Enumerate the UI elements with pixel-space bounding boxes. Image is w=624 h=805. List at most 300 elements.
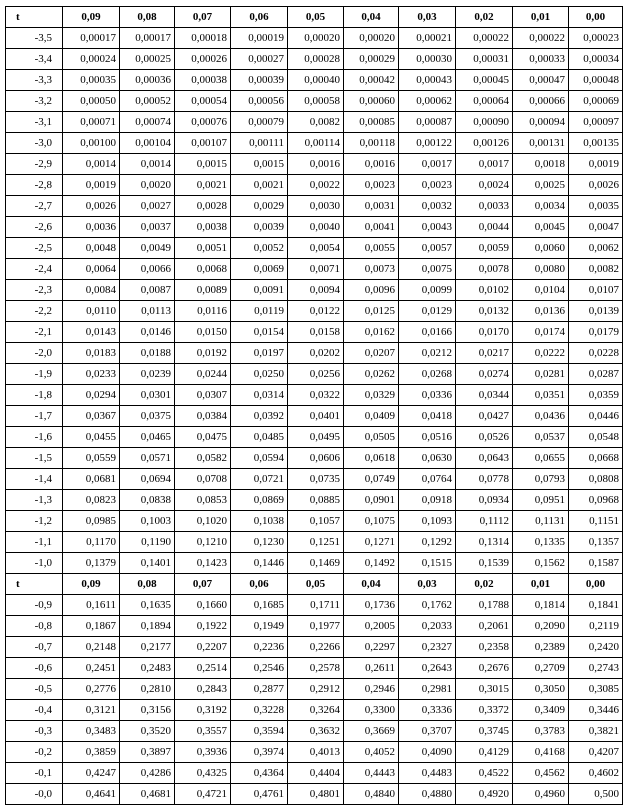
table-cell: 0,0014 <box>120 154 175 175</box>
row-label-t: -0,1 <box>6 763 63 784</box>
table-row <box>6 448 623 469</box>
table-cell: 0,0139 <box>569 301 623 322</box>
table-cell: 0,2033 <box>399 616 456 637</box>
table-cell: 0,4522 <box>456 763 513 784</box>
table-cell: 0,4920 <box>456 784 513 805</box>
table-cell: 0,3897 <box>120 742 175 763</box>
table-cell: 0,0113 <box>120 301 175 322</box>
table-cell: 0,0021 <box>231 175 288 196</box>
table-cell: 0,0028 <box>175 196 231 217</box>
table-row <box>6 217 623 238</box>
table-cell: 0,4207 <box>569 742 623 763</box>
column-header: 0,05 <box>288 574 344 595</box>
table-cell: 0,00094 <box>513 112 569 133</box>
table-cell: 0,0023 <box>344 175 399 196</box>
table-cell: 0,0150 <box>175 322 231 343</box>
table-cell: 0,0040 <box>288 217 344 238</box>
table-cell: 0,0329 <box>344 385 399 406</box>
table-cell: 0,0436 <box>513 406 569 427</box>
table-cell: 0,0643 <box>456 448 513 469</box>
table-row <box>6 679 623 700</box>
table-cell: 0,0099 <box>399 280 456 301</box>
table-cell: 0,1335 <box>513 532 569 553</box>
table-cell: 0,4013 <box>288 742 344 763</box>
table-cell: 0,0024 <box>456 175 513 196</box>
table-cell: 0,0217 <box>456 343 513 364</box>
table-cell: 0,0019 <box>569 154 623 175</box>
table-cell: 0,0427 <box>456 406 513 427</box>
table-row <box>6 532 623 553</box>
table-cell: 0,0838 <box>120 490 175 511</box>
table-cell: 0,00050 <box>63 91 120 112</box>
table-cell: 0,0262 <box>344 364 399 385</box>
table-cell: 0,0062 <box>569 238 623 259</box>
table-cell: 0,00085 <box>344 112 399 133</box>
table-cell: 0,00045 <box>456 70 513 91</box>
table-cell: 0,2514 <box>175 658 231 679</box>
table-cell: 0,0934 <box>456 490 513 511</box>
column-header: 0,01 <box>513 7 569 28</box>
table-cell: 0,0367 <box>63 406 120 427</box>
table-cell: 0,1210 <box>175 532 231 553</box>
table-cell: 0,00107 <box>175 133 231 154</box>
table-cell: 0,1611 <box>63 595 120 616</box>
table-row <box>6 28 623 49</box>
table-cell: 0,00122 <box>399 133 456 154</box>
table-cell: 0,2912 <box>288 679 344 700</box>
table-cell: 0,0505 <box>344 427 399 448</box>
row-label-t: -2,2 <box>6 301 63 322</box>
table-cell: 0,00069 <box>569 91 623 112</box>
table-cell: 0,0029 <box>231 196 288 217</box>
table-cell: 0,1251 <box>288 532 344 553</box>
table-cell: 0,4286 <box>120 763 175 784</box>
table-cell: 0,0038 <box>175 217 231 238</box>
table-cell: 0,2946 <box>344 679 399 700</box>
table-cell: 0,1003 <box>120 511 175 532</box>
table-cell: 0,0606 <box>288 448 344 469</box>
table-cell: 0,3821 <box>569 721 623 742</box>
table-cell: 0,4404 <box>288 763 344 784</box>
table-cell: 0,0793 <box>513 469 569 490</box>
table-cell: 0,1131 <box>513 511 569 532</box>
table-row <box>6 616 623 637</box>
table-cell: 0,1539 <box>456 553 513 574</box>
row-label-t: -0,6 <box>6 658 63 679</box>
table-cell: 0,2578 <box>288 658 344 679</box>
table-cell: 0,0314 <box>231 385 288 406</box>
table-cell: 0,0087 <box>120 280 175 301</box>
table-cell: 0,2483 <box>120 658 175 679</box>
table-cell: 0,3264 <box>288 700 344 721</box>
table-cell: 0,1762 <box>399 595 456 616</box>
table-cell: 0,1736 <box>344 595 399 616</box>
table-cell: 0,0119 <box>231 301 288 322</box>
table-cell: 0,2981 <box>399 679 456 700</box>
table-cell: 0,3520 <box>120 721 175 742</box>
table-cell: 0,00028 <box>288 49 344 70</box>
table-cell: 0,00131 <box>513 133 569 154</box>
table-cell: 0,3669 <box>344 721 399 742</box>
table-cell: 0,0035 <box>569 196 623 217</box>
table-cell: 0,0057 <box>399 238 456 259</box>
table-cell: 0,0174 <box>513 322 569 343</box>
table-cell: 0,3936 <box>175 742 231 763</box>
table-cell: 0,0778 <box>456 469 513 490</box>
table-cell: 0,0202 <box>288 343 344 364</box>
column-header: 0,03 <box>399 7 456 28</box>
column-header: 0,09 <box>63 7 120 28</box>
table-cell: 0,00087 <box>399 112 456 133</box>
table-cell: 0,0129 <box>399 301 456 322</box>
table-cell: 0,0091 <box>231 280 288 301</box>
table-cell: 0,4443 <box>344 763 399 784</box>
table-cell: 0,0301 <box>120 385 175 406</box>
table-cell: 0,00071 <box>63 112 120 133</box>
table-cell: 0,1894 <box>120 616 175 637</box>
table-cell: 0,3707 <box>399 721 456 742</box>
table-cell: 0,0668 <box>569 448 623 469</box>
table-cell: 0,00023 <box>569 28 623 49</box>
table-cell: 0,00033 <box>513 49 569 70</box>
table-cell: 0,3974 <box>231 742 288 763</box>
table-cell: 0,2451 <box>63 658 120 679</box>
table-cell: 0,2090 <box>513 616 569 637</box>
table-cell: 0,3594 <box>231 721 288 742</box>
table-cell: 0,0110 <box>63 301 120 322</box>
table-cell: 0,4801 <box>288 784 344 805</box>
table-cell: 0,0075 <box>399 259 456 280</box>
row-label-t: -1,9 <box>6 364 63 385</box>
table-cell: 0,0132 <box>456 301 513 322</box>
row-label-t: -2,0 <box>6 343 63 364</box>
table-cell: 0,00126 <box>456 133 513 154</box>
table-cell: 0,4761 <box>231 784 288 805</box>
table-cell: 0,0107 <box>569 280 623 301</box>
table-cell: 0,0359 <box>569 385 623 406</box>
row-label-t: -3,0 <box>6 133 63 154</box>
table-cell: 0,0735 <box>288 469 344 490</box>
table-cell: 0,3745 <box>456 721 513 742</box>
table-body <box>6 7 623 805</box>
table-cell: 0,2389 <box>513 637 569 658</box>
table-row <box>6 427 623 448</box>
table-row <box>6 238 623 259</box>
table-cell: 0,1093 <box>399 511 456 532</box>
table-cell: 0,00111 <box>231 133 288 154</box>
table-cell: 0,00031 <box>456 49 513 70</box>
table-cell: 0,0344 <box>456 385 513 406</box>
table-cell: 0,0250 <box>231 364 288 385</box>
table-cell: 0,0207 <box>344 343 399 364</box>
table-cell: 0,3446 <box>569 700 623 721</box>
table-cell: 0,0044 <box>456 217 513 238</box>
table-cell: 0,0116 <box>175 301 231 322</box>
table-cell: 0,0287 <box>569 364 623 385</box>
table-cell: 0,1841 <box>569 595 623 616</box>
table-row <box>6 469 623 490</box>
row-label-t: -3,1 <box>6 112 63 133</box>
table-cell: 0,2297 <box>344 637 399 658</box>
row-label-t: -2,6 <box>6 217 63 238</box>
table-cell: 0,0594 <box>231 448 288 469</box>
table-cell: 0,0143 <box>63 322 120 343</box>
table-cell: 0,00019 <box>231 28 288 49</box>
table-row <box>6 322 623 343</box>
table-cell: 0,1867 <box>63 616 120 637</box>
table-cell: 0,0485 <box>231 427 288 448</box>
table-cell: 0,2676 <box>456 658 513 679</box>
table-cell: 0,0162 <box>344 322 399 343</box>
table-cell: 0,0080 <box>513 259 569 280</box>
column-header: 0,07 <box>175 7 231 28</box>
table-cell: 0,1949 <box>231 616 288 637</box>
row-label-t: -2,3 <box>6 280 63 301</box>
table-cell: 0,0082 <box>288 112 344 133</box>
table-cell: 0,1711 <box>288 595 344 616</box>
row-label-t: -2,4 <box>6 259 63 280</box>
table-cell: 0,1660 <box>175 595 231 616</box>
table-cell: 0,0188 <box>120 343 175 364</box>
table-cell: 0,4364 <box>231 763 288 784</box>
table-cell: 0,0071 <box>288 259 344 280</box>
table-cell: 0,0197 <box>231 343 288 364</box>
table-cell: 0,2743 <box>569 658 623 679</box>
table-cell: 0,0014 <box>63 154 120 175</box>
table-cell: 0,0089 <box>175 280 231 301</box>
table-cell: 0,1685 <box>231 595 288 616</box>
table-cell: 0,1075 <box>344 511 399 532</box>
table-row <box>6 385 623 406</box>
table-cell: 0,4960 <box>513 784 569 805</box>
column-header: 0,07 <box>175 574 231 595</box>
table-cell: 0,00054 <box>175 91 231 112</box>
table-cell: 0,3156 <box>120 700 175 721</box>
table-cell: 0,3085 <box>569 679 623 700</box>
table-cell: 0,2420 <box>569 637 623 658</box>
table-cell: 0,0968 <box>569 490 623 511</box>
table-cell: 0,0017 <box>456 154 513 175</box>
normal-distribution-table <box>5 6 623 805</box>
row-label-t: -2,8 <box>6 175 63 196</box>
table-cell: 0,00052 <box>120 91 175 112</box>
row-label-t: -0,2 <box>6 742 63 763</box>
table-cell: 0,0055 <box>344 238 399 259</box>
table-cell: 0,00060 <box>344 91 399 112</box>
header-row <box>6 574 623 595</box>
table-cell: 0,1230 <box>231 532 288 553</box>
table-cell: 0,0122 <box>288 301 344 322</box>
table-cell: 0,0052 <box>231 238 288 259</box>
row-label-t: -2,5 <box>6 238 63 259</box>
row-label-t: -3,3 <box>6 70 63 91</box>
table-cell: 0,1788 <box>456 595 513 616</box>
table-cell: 0,0125 <box>344 301 399 322</box>
table-cell: 0,0015 <box>175 154 231 175</box>
row-label-t: -0,5 <box>6 679 63 700</box>
table-cell: 0,1038 <box>231 511 288 532</box>
column-header: 0,04 <box>344 574 399 595</box>
row-label-t: -1,0 <box>6 553 63 574</box>
table-cell: 0,2119 <box>569 616 623 637</box>
table-cell: 0,1922 <box>175 616 231 637</box>
table-cell: 0,00038 <box>175 70 231 91</box>
table-cell: 0,1446 <box>231 553 288 574</box>
table-cell: 0,0537 <box>513 427 569 448</box>
table-row <box>6 280 623 301</box>
table-cell: 0,00021 <box>399 28 456 49</box>
table-cell: 0,2061 <box>456 616 513 637</box>
table-cell: 0,0045 <box>513 217 569 238</box>
table-cell: 0,4721 <box>175 784 231 805</box>
row-label-t: -1,1 <box>6 532 63 553</box>
table-cell: 0,0094 <box>288 280 344 301</box>
table-cell: 0,0104 <box>513 280 569 301</box>
table-cell: 0,00114 <box>288 133 344 154</box>
table-row <box>6 133 623 154</box>
table-cell: 0,0392 <box>231 406 288 427</box>
table-cell: 0,1271 <box>344 532 399 553</box>
table-cell: 0,4562 <box>513 763 569 784</box>
table-cell: 0,0015 <box>231 154 288 175</box>
table-cell: 0,00074 <box>120 112 175 133</box>
table-cell: 0,0043 <box>399 217 456 238</box>
table-cell: 0,3050 <box>513 679 569 700</box>
table-cell: 0,00079 <box>231 112 288 133</box>
column-header: 0,06 <box>231 7 288 28</box>
table-cell: 0,00066 <box>513 91 569 112</box>
table-cell: 0,0025 <box>513 175 569 196</box>
table-cell: 0,0054 <box>288 238 344 259</box>
table-cell: 0,0455 <box>63 427 120 448</box>
table-cell: 0,0233 <box>63 364 120 385</box>
table-cell: 0,00020 <box>344 28 399 49</box>
row-label-t: -0,0 <box>6 784 63 805</box>
table-row <box>6 553 623 574</box>
column-header: 0,03 <box>399 574 456 595</box>
table-cell: 0,00104 <box>120 133 175 154</box>
table-cell: 0,0446 <box>569 406 623 427</box>
table-cell: 0,0307 <box>175 385 231 406</box>
table-cell: 0,1515 <box>399 553 456 574</box>
table-cell: 0,0179 <box>569 322 623 343</box>
table-row <box>6 301 623 322</box>
table-cell: 0,0901 <box>344 490 399 511</box>
table-cell: 0,0582 <box>175 448 231 469</box>
table-cell: 0,00064 <box>456 91 513 112</box>
table-cell: 0,00022 <box>456 28 513 49</box>
table-cell: 0,00029 <box>344 49 399 70</box>
row-label-t: -1,3 <box>6 490 63 511</box>
table-cell: 0,0322 <box>288 385 344 406</box>
table-cell: 0,0244 <box>175 364 231 385</box>
table-cell: 0,0034 <box>513 196 569 217</box>
table-cell: 0,1190 <box>120 532 175 553</box>
table-row <box>6 595 623 616</box>
table-cell: 0,0681 <box>63 469 120 490</box>
table-row <box>6 637 623 658</box>
table-row <box>6 196 623 217</box>
table-cell: 0,0036 <box>63 217 120 238</box>
table-cell: 0,0239 <box>120 364 175 385</box>
column-header-t: t <box>6 574 63 595</box>
table-cell: 0,0022 <box>288 175 344 196</box>
table-cell: 0,3409 <box>513 700 569 721</box>
row-label-t: -0,9 <box>6 595 63 616</box>
table-cell: 0,0336 <box>399 385 456 406</box>
table-cell: 0,1292 <box>399 532 456 553</box>
table-cell: 0,2266 <box>288 637 344 658</box>
table-row <box>6 742 623 763</box>
table-cell: 0,0048 <box>63 238 120 259</box>
table-row <box>6 259 623 280</box>
table-cell: 0,00022 <box>513 28 569 49</box>
table-cell: 0,0384 <box>175 406 231 427</box>
header-row <box>6 7 623 28</box>
table-cell: 0,0618 <box>344 448 399 469</box>
table-row <box>6 175 623 196</box>
column-header-t: t <box>6 7 63 28</box>
table-cell: 0,4483 <box>399 763 456 784</box>
table-cell: 0,0526 <box>456 427 513 448</box>
table-cell: 0,0228 <box>569 343 623 364</box>
table-row <box>6 658 623 679</box>
table-row <box>6 91 623 112</box>
table-cell: 0,4325 <box>175 763 231 784</box>
table-cell: 0,0869 <box>231 490 288 511</box>
table-cell: 0,0401 <box>288 406 344 427</box>
table-cell: 0,0192 <box>175 343 231 364</box>
table-cell: 0,0136 <box>513 301 569 322</box>
table-cell: 0,00017 <box>63 28 120 49</box>
table-cell: 0,3121 <box>63 700 120 721</box>
table-cell: 0,3336 <box>399 700 456 721</box>
table-row <box>6 721 623 742</box>
table-cell: 0,0951 <box>513 490 569 511</box>
column-header: 0,02 <box>456 7 513 28</box>
table-cell: 0,4840 <box>344 784 399 805</box>
table-cell: 0,0016 <box>288 154 344 175</box>
table-cell: 0,2611 <box>344 658 399 679</box>
table-cell: 0,0068 <box>175 259 231 280</box>
table-cell: 0,0059 <box>456 238 513 259</box>
table-cell: 0,00100 <box>63 133 120 154</box>
table-cell: 0,1977 <box>288 616 344 637</box>
table-cell: 0,0764 <box>399 469 456 490</box>
table-cell: 0,0268 <box>399 364 456 385</box>
table-cell: 0,00058 <box>288 91 344 112</box>
table-cell: 0,3300 <box>344 700 399 721</box>
table-cell: 0,2358 <box>456 637 513 658</box>
table-cell: 0,00090 <box>456 112 513 133</box>
table-cell: 0,4247 <box>63 763 120 784</box>
column-header: 0,05 <box>288 7 344 28</box>
table-cell: 0,00039 <box>231 70 288 91</box>
table-cell: 0,00135 <box>569 133 623 154</box>
table-cell: 0,1357 <box>569 532 623 553</box>
table-cell: 0,0721 <box>231 469 288 490</box>
table-cell: 0,0027 <box>120 196 175 217</box>
table-cell: 0,00018 <box>175 28 231 49</box>
column-header: 0,00 <box>569 7 623 28</box>
table-cell: 0,00020 <box>288 28 344 49</box>
table-cell: 0,0066 <box>120 259 175 280</box>
table-cell: 0,2810 <box>120 679 175 700</box>
table-cell: 0,4641 <box>63 784 120 805</box>
row-label-t: -3,2 <box>6 91 63 112</box>
table-cell: 0,0031 <box>344 196 399 217</box>
table-cell: 0,00048 <box>569 70 623 91</box>
